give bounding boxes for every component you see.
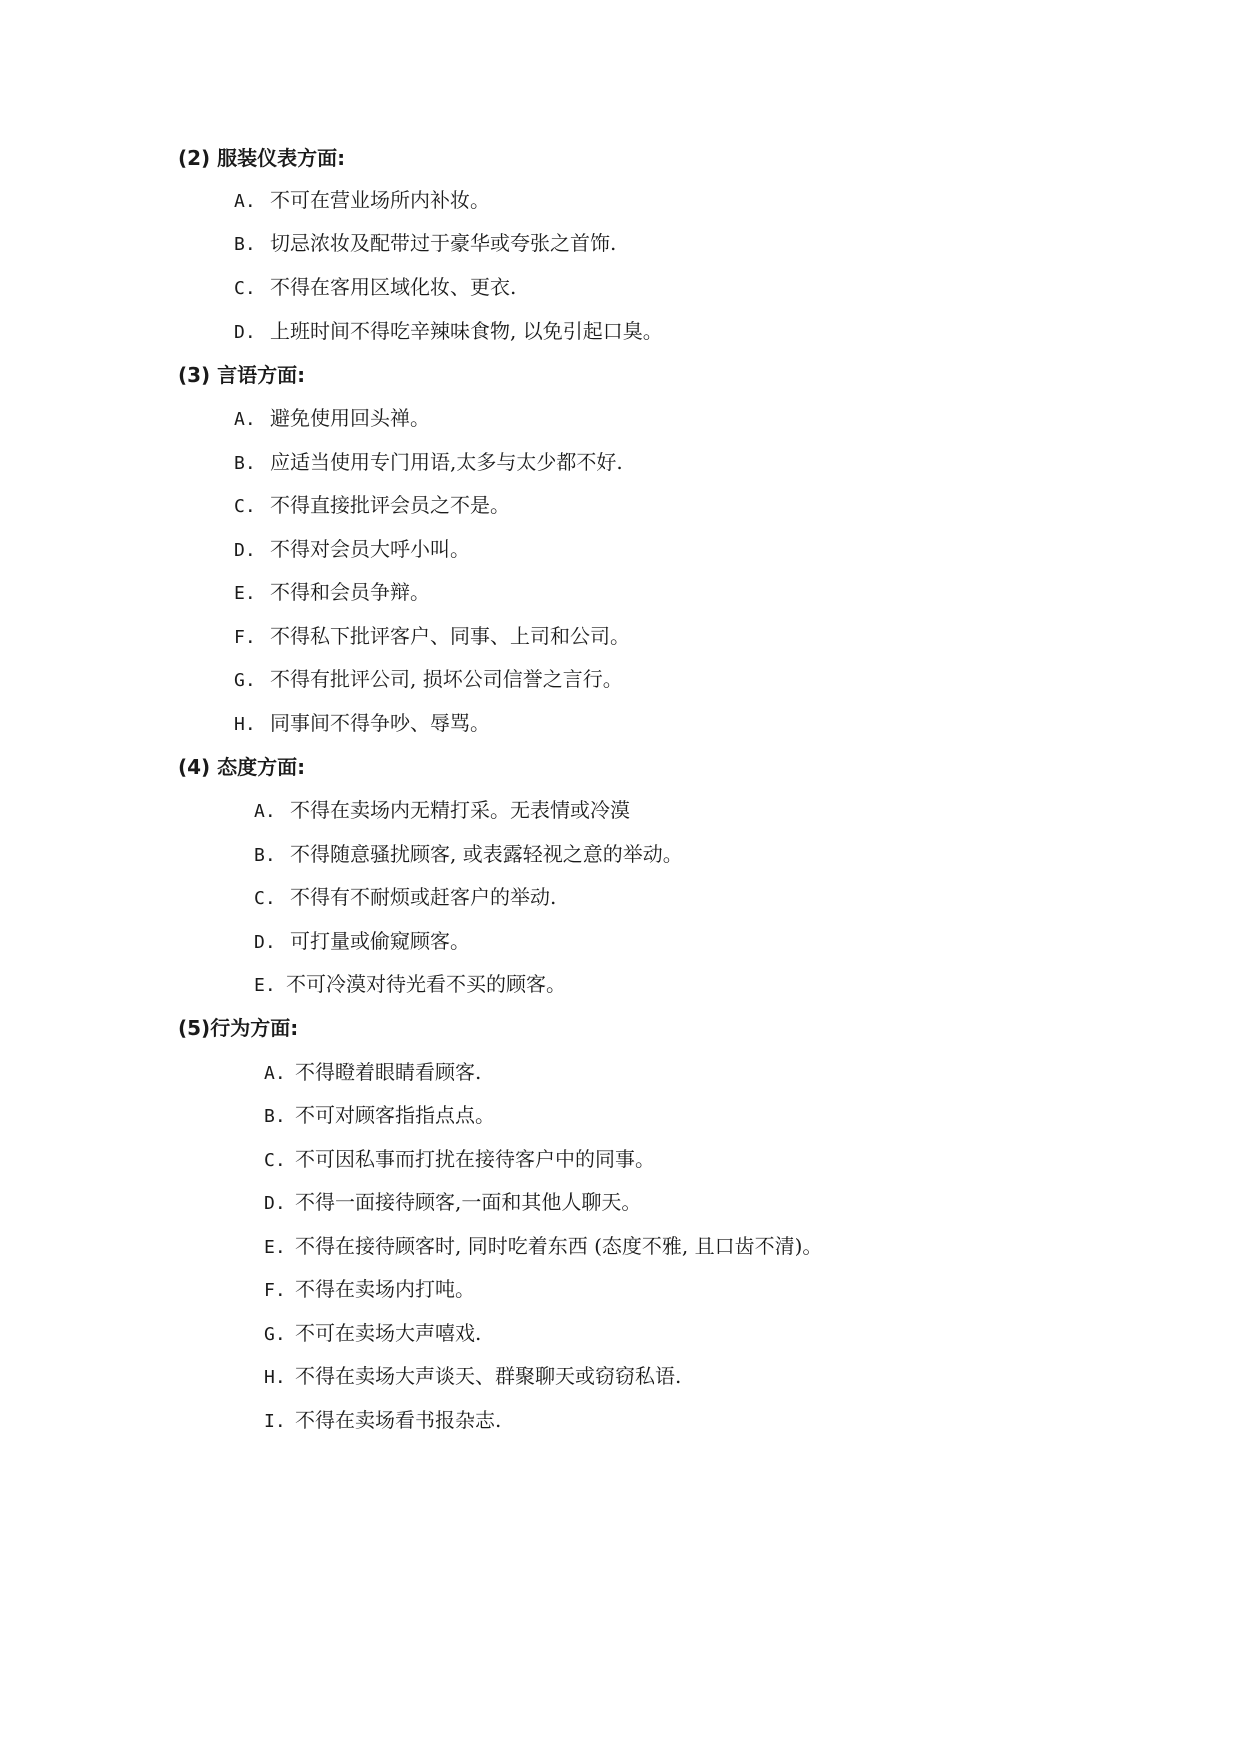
list-item: [254, 841, 683, 869]
item-letter: F.: [264, 1280, 286, 1301]
item-letter: D.: [234, 322, 256, 343]
item-text: 不可因私事而打扰在接待客户中的同事。: [295, 1147, 655, 1171]
item-letter: C.: [254, 888, 276, 909]
item-letter: A.: [254, 801, 276, 822]
list-item: [234, 623, 630, 651]
item-text: 切忌浓妆及配带过于豪华或夸张之首饰.: [270, 231, 617, 255]
item-letter: B.: [234, 234, 256, 255]
section-heading-attitude: (4) 态度方面:: [178, 755, 306, 779]
item-letter: E.: [234, 583, 256, 604]
item-text: 应适当使用专门用语,太多与太少都不好.: [270, 450, 623, 474]
item-text: 不得对会员大呼小叫。: [270, 537, 470, 561]
item-text: 不得有批评公司, 损坏公司信誉之言行。: [270, 667, 623, 691]
item-text: 可打量或偷窥顾客。: [290, 929, 470, 953]
list-item: [264, 1233, 822, 1261]
item-letter: E.: [254, 975, 276, 996]
item-letter: D.: [254, 932, 276, 953]
list-item: [254, 884, 556, 912]
item-letter: C.: [264, 1150, 286, 1171]
item-text: 不得私下批评客户、同事、上司和公司。: [270, 624, 630, 648]
item-letter: B.: [254, 845, 276, 866]
list-item: [254, 797, 630, 825]
list-item: [234, 274, 516, 302]
item-text: 不得随意骚扰顾客, 或表露轻视之意的举动。: [290, 842, 683, 866]
item-letter: F.: [234, 627, 256, 648]
list-item: [234, 710, 490, 738]
list-item: [234, 405, 430, 433]
item-letter: A.: [234, 191, 256, 212]
item-text: 不得在卖场内打吨。: [295, 1277, 475, 1301]
item-text: 不得直接批评会员之不是。: [270, 493, 510, 517]
list-item: [264, 1407, 501, 1435]
item-letter: G.: [264, 1324, 286, 1345]
item-text: 不可在卖场大声嘻戏.: [295, 1321, 482, 1345]
item-text: 不得在卖场大声谈天、群聚聊天或窃窃私语.: [295, 1364, 682, 1388]
list-item: [234, 492, 510, 520]
item-text: 不可在营业场所内补妆。: [270, 188, 490, 212]
item-letter: G.: [234, 670, 256, 691]
list-item: [264, 1363, 681, 1391]
list-item: [264, 1320, 481, 1348]
section-heading-speech: (3) 言语方面:: [178, 363, 306, 387]
item-letter: H.: [234, 714, 256, 735]
item-text: 不得在卖场看书报杂志.: [295, 1408, 502, 1432]
list-item: [264, 1276, 475, 1304]
item-text: 不得在接待顾客时, 同时吃着东西 (态度不雅, 且口齿不清)。: [295, 1234, 823, 1258]
list-item: [264, 1102, 495, 1130]
item-letter: H.: [264, 1367, 286, 1388]
list-item: [234, 318, 663, 346]
item-text: 不得在客用区域化妆、更衣.: [270, 275, 517, 299]
list-item: [234, 579, 430, 607]
list-item: [264, 1146, 655, 1174]
section-heading-behavior: (5)行为方面:: [178, 1016, 299, 1040]
item-text: 不得瞪着眼睛看顾客.: [295, 1060, 482, 1084]
list-item: [264, 1059, 481, 1087]
list-item: [234, 536, 470, 564]
item-letter: D.: [264, 1193, 286, 1214]
item-letter: A.: [264, 1063, 286, 1084]
item-letter: C.: [234, 278, 256, 299]
item-text: 同事间不得争吵、辱骂。: [270, 711, 490, 735]
item-letter: D.: [234, 540, 256, 561]
item-letter: E.: [264, 1237, 286, 1258]
item-text: 不可对顾客指指点点。: [295, 1103, 495, 1127]
item-letter: B.: [234, 453, 256, 474]
item-text: 避免使用回头禅。: [270, 406, 430, 430]
list-item: [264, 1189, 641, 1217]
item-letter: I.: [264, 1411, 286, 1432]
list-item: [234, 666, 623, 694]
list-item: [234, 187, 490, 215]
item-letter: C.: [234, 496, 256, 517]
list-item: [254, 971, 566, 999]
item-text: 不可冷漠对待光看不买的顾客。: [286, 972, 566, 996]
item-text: 不得一面接待顾客,一面和其他人聊天。: [295, 1190, 642, 1214]
item-letter: B.: [264, 1106, 286, 1127]
item-text: 不得有不耐烦或赶客户的举动.: [290, 885, 557, 909]
list-item: [254, 928, 470, 956]
item-text: 上班时间不得吃辛辣味食物, 以免引起口臭。: [270, 319, 663, 343]
item-text: 不得和会员争辩。: [270, 580, 430, 604]
list-item: [234, 449, 623, 477]
item-letter: A.: [234, 409, 256, 430]
section-heading-dress: (2) 服装仪表方面:: [178, 146, 346, 170]
item-text: 不得在卖场内无精打采。无表情或冷漠: [290, 798, 630, 822]
list-item: [234, 230, 616, 258]
